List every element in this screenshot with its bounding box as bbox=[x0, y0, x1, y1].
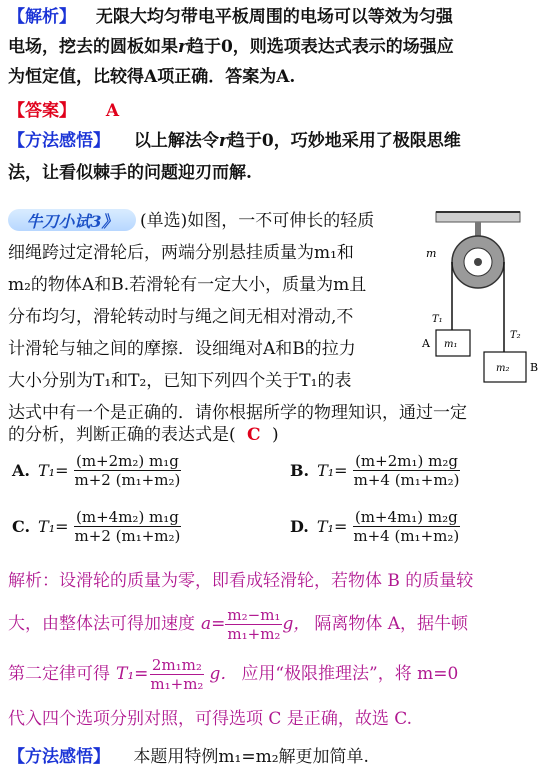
option-d[interactable]: D. T₁= $\frac{\text{(m+4m₁) m₂g}}{\text{m+4 (m₁+m₂)}}$ bbox=[290, 508, 460, 545]
problem-line-8: 的分析，判断正确的表达式是( C ) bbox=[8, 425, 279, 445]
answer-value: A bbox=[105, 101, 120, 121]
practice-badge: 牛刀小试3》 bbox=[8, 209, 136, 231]
answer-tag: 【答案】 bbox=[8, 101, 76, 121]
problem-line-5: 计滑轮与轴之间的摩擦．设细绳对A和B的拉力 bbox=[8, 339, 356, 359]
block-a-label: A bbox=[422, 337, 430, 350]
method1-line-2: 法，让看似棘手的问题迎刃而解. bbox=[8, 163, 252, 183]
analysis-line-1: 【解析】 无限大均匀带电平板周围的电场可以等效为匀强 bbox=[8, 7, 453, 27]
problem-line-6: 大小分别为T₁和T₂，已知下列四个关于T₁的表 bbox=[8, 371, 352, 391]
block-a-mass: m₁ bbox=[444, 339, 458, 350]
analysis-line-2: 电场，挖去的圆板如果r趋于0，则选项表达式表示的场强应 bbox=[8, 37, 454, 57]
tension-t2-label: T₂ bbox=[510, 330, 521, 341]
solution-line-3: 第二定律可得 T₁= $\frac{\text{2m₁m₂}}{\text{m₁+m₂}}$ g． 应用“极限推理法”，将 m=0 bbox=[8, 655, 459, 693]
block-b-mass: m₂ bbox=[496, 363, 510, 374]
solution-line-4: 代入四个选项分别对照，可得选项 C 是正确，故选 C. bbox=[8, 709, 413, 729]
block-b-label: B bbox=[530, 361, 539, 374]
solution-line-1: 解析：设滑轮的质量为零，即看成轻滑轮，若物体 B 的质量较 bbox=[8, 571, 474, 591]
option-b[interactable]: B. T₁= $\frac{\text{(m+2m₁) m₂g}}{\text{m+4 (m₁+m₂)}}$ bbox=[290, 452, 460, 489]
problem-line-2: 细绳跨过定滑轮后，两端分别悬挂质量为m₁和 bbox=[8, 243, 354, 263]
method1-tag: 【方法感悟】 bbox=[8, 131, 110, 151]
problem-line-3: m₂的物体A和B.若滑轮有一定大小，质量为m且 bbox=[8, 275, 367, 295]
option-c[interactable]: C. T₁= $\frac{\text{(m+4m₂) m₁g}}{\text{m+2 (m₁+m₂)}}$ bbox=[12, 508, 181, 545]
solution-line-2: 大，由整体法可得加速度 a= $\frac{\text{m₂−m₁}}{\text{m₁+m₂}}$ g， 隔离物体 A，据牛顿 bbox=[8, 605, 469, 643]
answer-row bbox=[8, 100, 119, 122]
option-a[interactable]: A. T₁= $\frac{\text{(m+2m₂) m₁g}}{\text{m+2 (m₁+m₂)}}$ bbox=[12, 452, 181, 489]
problem-line-7: 达式中有一个是正确的．请你根据所学的物理知识，通过一定 bbox=[8, 403, 467, 423]
pulley-hub bbox=[474, 258, 482, 266]
method1-line-1: 【方法感悟】 以上解法令r趋于0，巧妙地采用了极限思维 bbox=[8, 131, 461, 151]
problem-line-1: (单选)如图，一不可伸长的轻质 bbox=[140, 211, 375, 231]
problem-line-4: 分布均匀，滑轮转动时与绳之间无相对滑动,不 bbox=[8, 307, 354, 327]
analysis-tag: 【解析】 bbox=[8, 7, 76, 27]
pulley-figure bbox=[420, 210, 544, 388]
ceiling-mount bbox=[436, 212, 520, 222]
method2-row: 【方法感悟】 本题用特例m₁=m₂解更加简单. bbox=[8, 747, 369, 767]
pulley-mass-label: m bbox=[426, 247, 437, 260]
method2-tag: 【方法感悟】 bbox=[8, 747, 110, 767]
analysis-line-3: 为恒定值，比较得A项正确．答案为A. bbox=[8, 67, 296, 87]
problem-answer: C bbox=[247, 425, 261, 445]
tension-t1-label: T₁ bbox=[432, 314, 443, 325]
